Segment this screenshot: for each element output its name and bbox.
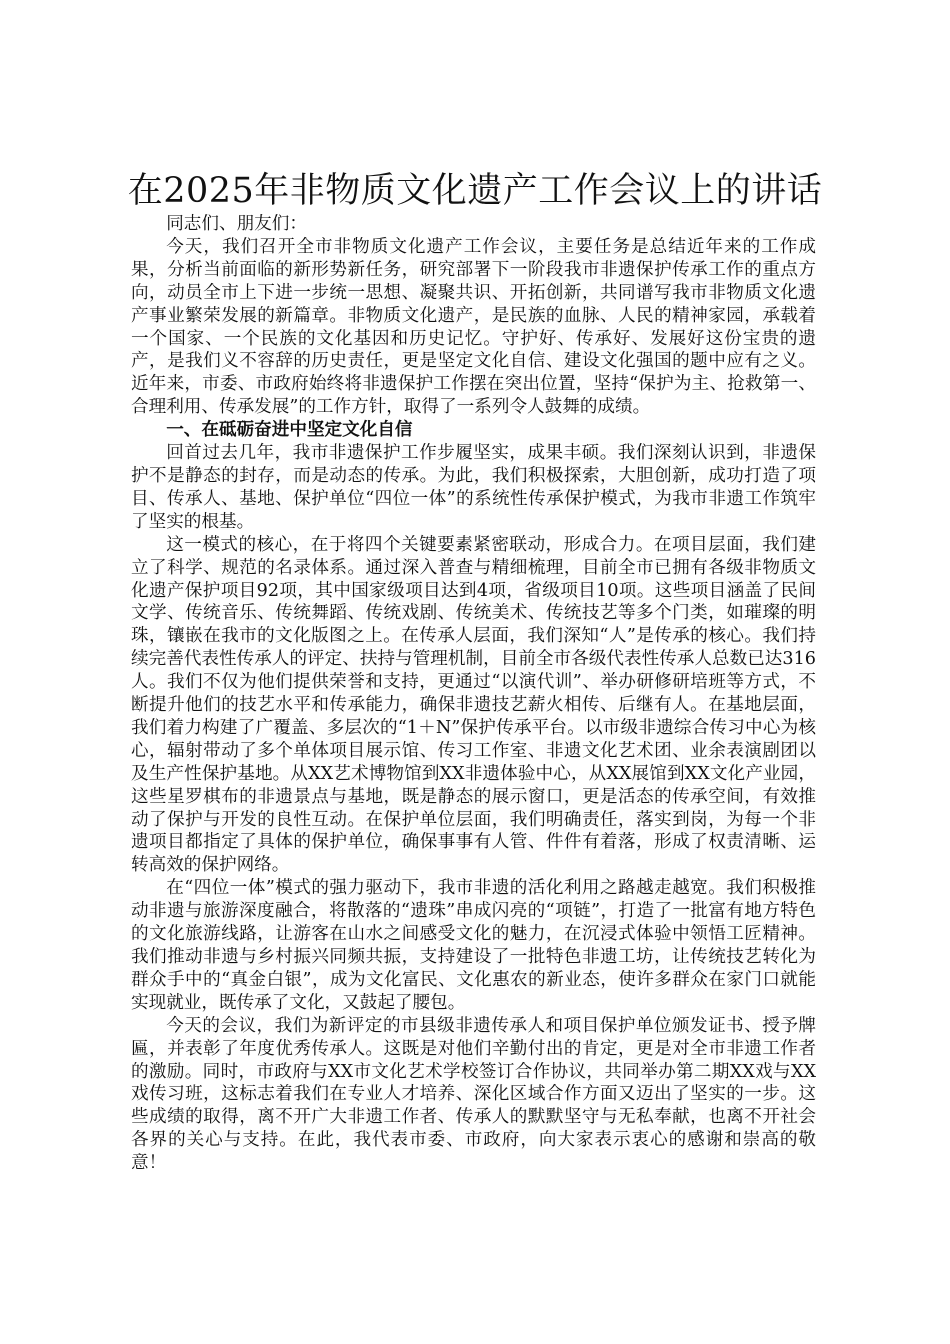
paragraph: 回首过去几年，我市非遗保护工作步履坚实，成果丰硕。我们深刻认识到，非遗保护不是静态的封存，而是动态的传承。为此，我们积极探索，大胆创新，成功打造了项目、传承人、基地、保护单位“四位一体”的系统性传承保护模式，为我市非遗工作筑牢了坚实的根基。 [131,443,816,532]
section-heading-1: 一、在砥砺奋进中坚定文化自信 [166,419,413,441]
salutation: 同志们、朋友们： [166,214,307,234]
paragraph: 这一模式的核心，在于将四个关键要素紧密联动，形成合力。在项目层面，我们建立了科学、规范的名录体系。通过深入普查与精细梳理，目前全市已拥有各级非物质文化遗产保护项目92项，其中国家级项目达到4项，省级项目10项。这些项目涵盖了民间文学、传统音乐、传统舞蹈、传统戏剧、传统美术、传统技艺等多个门类，如璀璨的明珠，镶嵌在我市的文化版图之上。在传承人层面，我们深知“人”是传承的核心。我们持续完善代表性传承人的评定、扶持与管理机制，目前全市各级代表性传承人总数已达316人。我们不仅为他们提供荣誉和支持，更通过“以演代训”、举办研修研培班等方式，不断提升他们的技艺水平和传承能力，确保非遗技艺薪火相传、后继有人。在基地层面，我们着力构建了广覆盖、多层次的“1＋N”保护传承平台。以市级非遗综合传习中心为核心，辐射带动了多个单体项目展示馆、传习工作室、非遗文化艺术团、业余表演剧团以及生产性保护基地。从XX艺术博物馆到XX非遗体验中心，从XX展馆到XX文化产业园，这些星罗棋布的非遗景点与基地，既是静态的展示窗口，更是活态的传承空间，有效推动了保护与开发的良性互动。在保护单位层面，我们明确责任，落实到岗，为每一个非遗项目都指定了具体的保护单位，确保事事有人管、件件有着落，形成了权责清晰、运转高效的保护网络。 [131,534,816,876]
document-title: 在2025年非物质文化遗产工作会议上的讲话 [127,171,823,211]
paragraph: 今天的会议，我们为新评定的市县级非遗传承人和项目保护单位颁发证书、授予牌匾，并表彰了年度优秀传承人。这既是对他们辛勤付出的肯定，更是对全市非遗工作者的激励。同时，市政府与XX市文化艺术学校签订合作协议，共同举办第二期XX戏与XX戏传习班，这标志着我们在专业人才培养、深化区域合作方面又迈出了坚实的一步。这些成绩的取得，离不开广大非遗工作者、传承人的默默坚守与无私奉献，也离不开社会各界的关心与支持。在此，我代表市委、市政府，向大家表示衷心的感谢和崇高的敬意！ [131,1015,816,1174]
paragraph-intro: 今天，我们召开全市非物质文化遗产工作会议，主要任务是总结近年来的工作成果，分析当前面临的新形势新任务，研究部署下一阶段我市非遗保护传承工作的重点方向，动员全市上下进一步统一思想、凝聚共识、开拓创新，共同谱写我市非物质文化遗产事业繁荣发展的新篇章。非物质文化遗产，是民族的血脉、人民的精神家园，承载着一个国家、一个民族的文化基因和历史记忆。守护好、传承好、发展好这份宝贵的遗产，是我们义不容辞的历史责任，更是坚定文化自信、建设文化强国的题中应有之义。近年来，市委、市政府始终将非遗保护工作摆在突出位置，坚持“保护为主、抢救第一、合理利用、传承发展”的工作方针，取得了一系列令人鼓舞的成绩。 [131,236,816,418]
document-body [131,213,816,1175]
paragraph: 在“四位一体”模式的强力驱动下，我市非遗的活化利用之路越走越宽。我们积极推动非遗与旅游深度融合，将散落的“遗珠”串成闪亮的“项链”，打造了一批富有地方特色的文化旅游线路，让游客在山水之间感受文化的魅力，在沉浸式体验中领悟工匠精神。我们推动非遗与乡村振兴同频共振，支持建设了一批特色非遗工坊，让传统技艺转化为群众手中的“真金白银”，成为文化富民、文化惠农的新业态，使许多群众在家门口就能实现就业，既传承了文化，又鼓起了腰包。 [131,878,816,1013]
